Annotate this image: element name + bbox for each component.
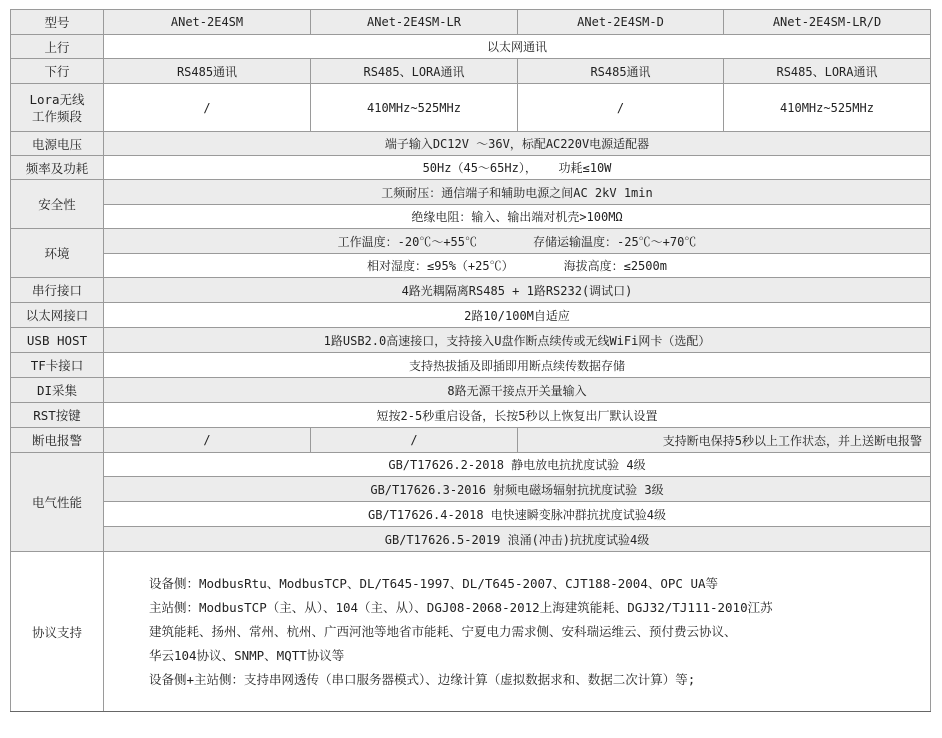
downlink-value-2: RS485、LORA通讯 bbox=[311, 59, 518, 84]
row-label-serial: 串行接口 bbox=[11, 278, 104, 303]
row-label-emc: 电气性能 bbox=[11, 453, 104, 552]
table-row-di bbox=[11, 378, 931, 403]
row-label-ethernet: 以太网接口 bbox=[11, 303, 104, 328]
lora-value-3: / bbox=[518, 84, 724, 132]
usb-value: 1路USB2.0高速接口，支持接入U盘作断点续传或无线WiFi网卡（选配） bbox=[104, 328, 931, 353]
poweroff-value-2: / bbox=[311, 428, 518, 453]
row-label-poweroff: 断电报警 bbox=[11, 428, 104, 453]
row-label-lora bbox=[11, 84, 104, 132]
lora-label-line1: Lora无线 bbox=[29, 91, 85, 107]
protocol-line-2: 主站侧：ModbusTCP（主、从）、104（主、从）、DGJ08-2068-2012上海建筑能耗、DGJ32/TJ111-2010江苏 bbox=[149, 599, 773, 615]
table-row-env-1 bbox=[11, 229, 931, 254]
table-row-safety-1 bbox=[11, 180, 931, 205]
ethernet-value: 2路10/100M自适应 bbox=[104, 303, 931, 328]
table-row-poweroff bbox=[11, 428, 931, 453]
spec-table bbox=[10, 9, 931, 712]
poweroff-value-1: / bbox=[104, 428, 311, 453]
model-2: ANet-2E4SM-LR bbox=[311, 10, 518, 35]
table-row-rst bbox=[11, 403, 931, 428]
model-3: ANet-2E4SM-D bbox=[518, 10, 724, 35]
row-label-power: 电源电压 bbox=[11, 132, 104, 156]
safety-line-1: 工频耐压：通信端子和辅助电源之间AC 2kV 1min bbox=[104, 180, 931, 205]
table-row-usb bbox=[11, 328, 931, 353]
table-row-emc-1 bbox=[11, 453, 931, 477]
table-row-tf bbox=[11, 353, 931, 378]
table-row-ethernet bbox=[11, 303, 931, 328]
freq-value: 50Hz（45～65Hz）， 功耗≤10W bbox=[104, 156, 931, 180]
table-row-env-2 bbox=[11, 254, 931, 278]
di-value: 8路无源干接点开关量输入 bbox=[104, 378, 931, 403]
table-row-uplink bbox=[11, 35, 931, 59]
row-label-di: DI采集 bbox=[11, 378, 104, 403]
row-label-freq: 频率及功耗 bbox=[11, 156, 104, 180]
emc-line-4: GB/T17626.5-2019 浪涌(冲击)抗扰度试验4级 bbox=[104, 527, 931, 552]
humidity: 相对湿度：≤95%（+25℃） bbox=[367, 259, 514, 273]
tf-value: 支持热拔插及即插即用断点续传数据存储 bbox=[104, 353, 931, 378]
table-row-power bbox=[11, 132, 931, 156]
poweroff-value-3: 支持断电保持5秒以上工作状态，并上送断电报警 bbox=[518, 428, 931, 453]
row-label-model: 型号 bbox=[11, 10, 104, 35]
rst-value: 短按2-5秒重启设备，长按5秒以上恢复出厂默认设置 bbox=[104, 403, 931, 428]
row-label-downlink: 下行 bbox=[11, 59, 104, 84]
power-value: 端子输入DC12V ～36V，标配AC220V电源适配器 bbox=[104, 132, 931, 156]
protocol-line-3: 建筑能耗、扬州、常州、杭州、广西河池等地省市能耗、宁夏电力需求侧、安科瑞运维云、预付费云协议、 bbox=[149, 623, 737, 639]
env-line-2 bbox=[104, 254, 931, 278]
table-row-safety-2 bbox=[11, 205, 931, 229]
model-1: ANet-2E4SM bbox=[104, 10, 311, 35]
serial-value: 4路光耦隔离RS485 + 1路RS232(调试口) bbox=[104, 278, 931, 303]
downlink-value-3: RS485通讯 bbox=[518, 59, 724, 84]
table-row-emc-2 bbox=[11, 477, 931, 502]
table-row-emc-3 bbox=[11, 502, 931, 527]
downlink-value-1: RS485通讯 bbox=[104, 59, 311, 84]
lora-value-4: 410MHz~525MHz bbox=[724, 84, 931, 132]
lora-label-line2: 工作频段 bbox=[31, 108, 82, 124]
table-row-emc-4 bbox=[11, 527, 931, 552]
row-label-env: 环境 bbox=[11, 229, 104, 278]
env-line-1 bbox=[104, 229, 931, 254]
lora-value-1: / bbox=[104, 84, 311, 132]
emc-line-1: GB/T17626.2-2018 静电放电抗扰度试验 4级 bbox=[104, 453, 931, 477]
row-label-safety: 安全性 bbox=[11, 180, 104, 229]
safety-line-2: 绝缘电阻：输入、输出端对机壳>100MΩ bbox=[104, 205, 931, 229]
uplink-value: 以太网通讯 bbox=[104, 35, 931, 59]
protocol-line-5: 设备侧+主站侧：支持串网透传（串口服务器模式）、边缘计算（虚拟数据求和、数据二次计算）等; bbox=[149, 671, 696, 687]
table-row-serial bbox=[11, 278, 931, 303]
row-label-uplink: 上行 bbox=[11, 35, 104, 59]
table-row-freq bbox=[11, 156, 931, 180]
table-row-lora bbox=[11, 84, 931, 132]
protocol-value bbox=[104, 552, 931, 712]
altitude: 海拔高度：≤2500m bbox=[563, 259, 667, 273]
row-label-tf: TF卡接口 bbox=[11, 353, 104, 378]
model-4: ANet-2E4SM-LR/D bbox=[724, 10, 931, 35]
row-label-usb: USB HOST bbox=[11, 328, 104, 353]
downlink-value-4: RS485、LORA通讯 bbox=[724, 59, 931, 84]
work-temp: 工作温度：-20℃～+55℃ bbox=[337, 234, 477, 249]
table-row-downlink bbox=[11, 59, 931, 84]
table-row-protocol bbox=[11, 552, 931, 712]
lora-value-2: 410MHz~525MHz bbox=[311, 84, 518, 132]
emc-line-2: GB/T17626.3-2016 射频电磁场辐射抗扰度试验 3级 bbox=[104, 477, 931, 502]
storage-temp: 存储运输温度：-25℃～+70℃ bbox=[533, 234, 697, 249]
emc-line-3: GB/T17626.4-2018 电快速瞬变脉冲群抗扰度试验4级 bbox=[104, 502, 931, 527]
row-label-rst: RST按键 bbox=[11, 403, 104, 428]
protocol-line-4: 华云104协议、SNMP、MQTT协议等 bbox=[149, 647, 345, 663]
protocol-line-1: 设备侧：ModbusRtu、ModbusTCP、DL/T645-1997、DL/T645-2007、CJT188-2004、OPC UA等 bbox=[149, 575, 719, 591]
row-label-protocol: 协议支持 bbox=[11, 552, 104, 712]
table-row-model bbox=[11, 10, 931, 35]
